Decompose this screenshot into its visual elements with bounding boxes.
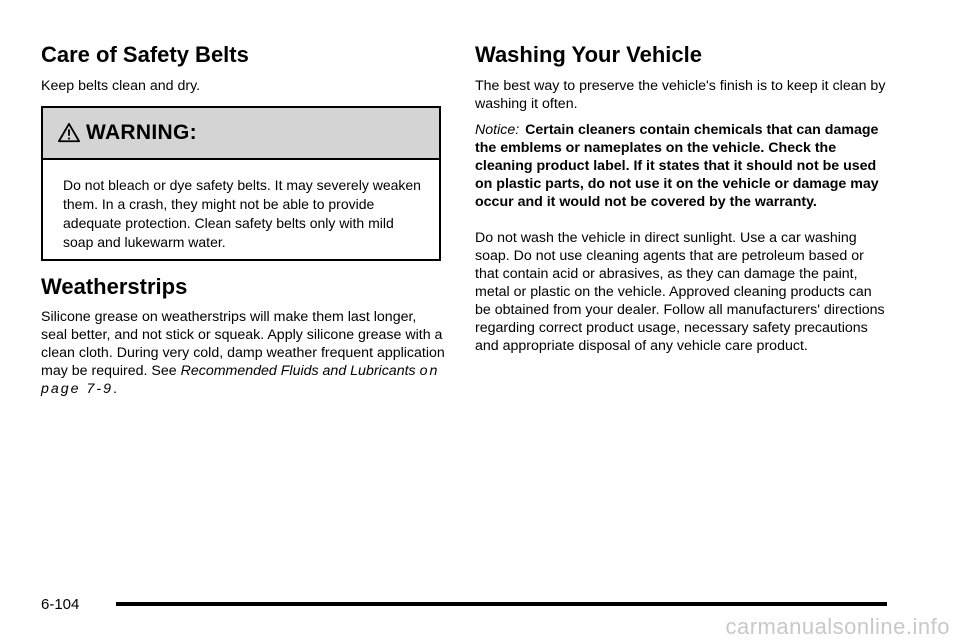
weatherstrips-end: . bbox=[113, 381, 117, 397]
washing-intro-text: The best way to preserve the vehicle's finish is to keep it clean by washing it often. bbox=[475, 78, 886, 112]
weatherstrips-text bbox=[41, 308, 445, 398]
washing-vehicle-heading: Washing Your Vehicle bbox=[475, 42, 702, 67]
warning-title: WARNING: bbox=[86, 121, 197, 144]
notice-label: Notice: bbox=[475, 122, 520, 138]
notice-text: Certain cleaners contain chemicals that can damage the emblems or nameplates on the vehicle. Check the cleaning product label. If it states that it should not be used on plastic parts, do not use it on the vehicle or damage may occur and it would not be covered by the warranty. bbox=[475, 122, 879, 210]
watermark: carmanualsonline.info bbox=[725, 614, 950, 639]
warning-triangle-icon bbox=[58, 122, 80, 144]
care-safety-belts-heading: Care of Safety Belts bbox=[41, 42, 249, 67]
warning-box bbox=[41, 106, 441, 261]
washing-instructions-text: Do not wash the vehicle in direct sunlight. Use a car washing soap. Do not use cleaning agents that are petroleum based or that contain acid or abrasives, as they can damage the paint, metal or plastic on the vehicle. Approved cleaning products can be obtained from your dealer. Follow all manufacturers' directions regarding correct product usage, necessary safety precautions and appropriate disposal of any vehicle care product. bbox=[475, 230, 885, 354]
fluids-lubricants-link[interactable]: Recommended Fluids and Lubricants bbox=[180, 363, 416, 379]
warning-header bbox=[43, 108, 439, 160]
washing-notice bbox=[475, 121, 887, 211]
page-number: 6-104 bbox=[41, 596, 80, 613]
footer-rule bbox=[116, 602, 887, 606]
care-safety-belts-text: Keep belts clean and dry. bbox=[41, 78, 201, 94]
fluids-lubricants-page-ref[interactable]: on page 7‑9 bbox=[41, 363, 440, 397]
weatherstrips-body: Silicone grease on weatherstrips will make them last longer, seal better, and not stick or squeak. Apply silicone grease with a clean cloth. During very cold, damp weather frequent application may be required. See bbox=[41, 309, 445, 379]
weatherstrips-heading: Weatherstrips bbox=[41, 274, 188, 299]
warning-text: Do not bleach or dye safety belts. It may severely weaken them. In a crash, they might not be able to provide adequate protection. Clean safety belts only with mild soap and lukewarm water. bbox=[63, 177, 421, 250]
warning-body bbox=[43, 160, 439, 252]
